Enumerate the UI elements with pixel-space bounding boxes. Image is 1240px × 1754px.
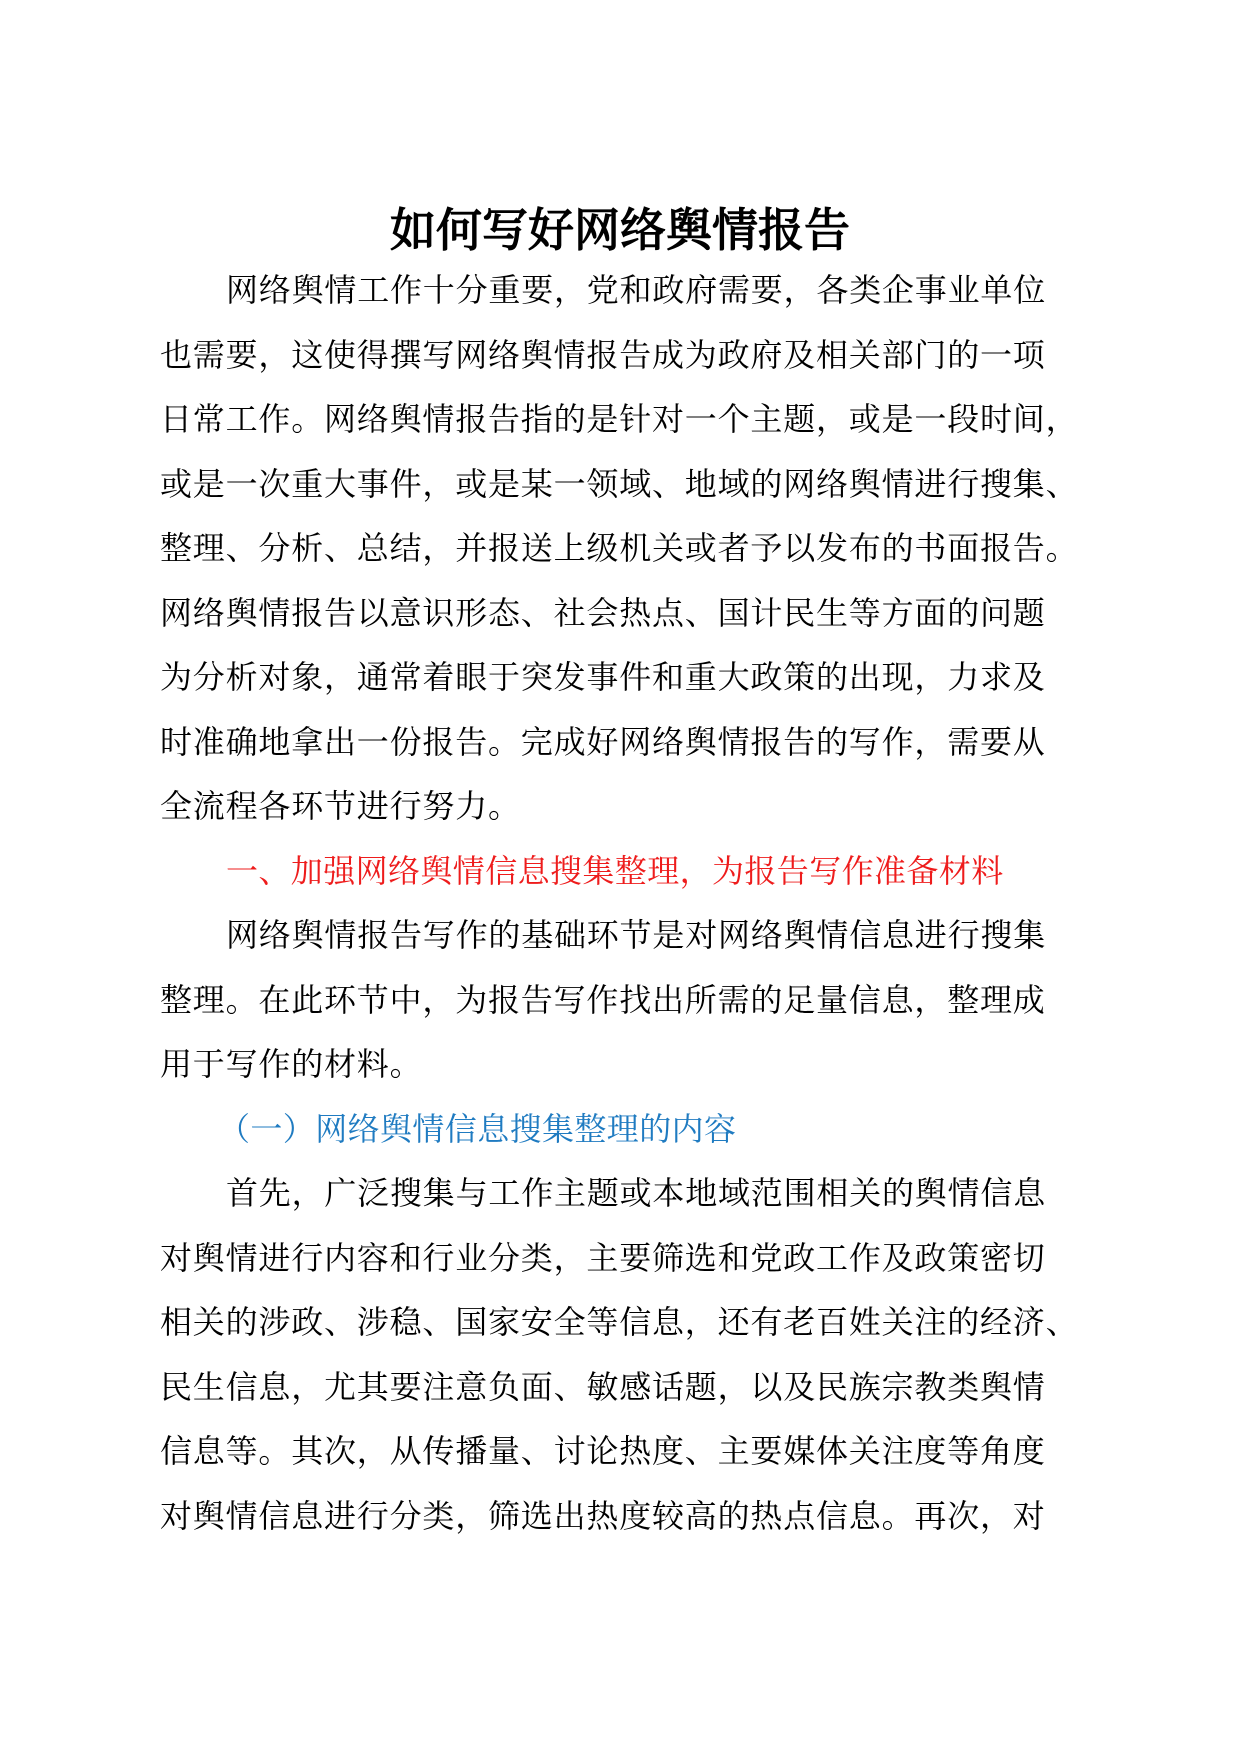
text-line: 用于写作的材料。 bbox=[160, 1045, 423, 1083]
intro-paragraph bbox=[160, 258, 1120, 839]
subsection-1-paragraph bbox=[160, 1161, 1120, 1548]
text-line: 全流程各环节进行努力。 bbox=[160, 787, 521, 825]
text-line: 也需要，这使得撰写网络舆情报告成为政府及相关部门的一项 bbox=[160, 335, 1046, 374]
text-line: 对舆情信息进行分类，筛选出热度较高的热点信息。再次，对 bbox=[160, 1496, 1046, 1535]
text-line: 网络舆情报告写作的基础环节是对网络舆情信息进行搜集 bbox=[226, 916, 1047, 954]
section-heading-text: 一、加强网络舆情信息搜集整理，为报告写作准备材料 bbox=[226, 851, 1004, 890]
text-line: 首先，广泛搜集与工作主题或本地域范围相关的舆情信息 bbox=[226, 1174, 1047, 1212]
section-1-paragraph bbox=[160, 903, 1120, 1097]
text-line: 民生信息，尤其要注意负面、敏感话题，以及民族宗教类舆情 bbox=[160, 1367, 1046, 1406]
text-line: 时准确地拿出一份报告。完成好网络舆情报告的写作，需要从 bbox=[160, 722, 1046, 761]
text-line: 或是一次重大事件，或是某一领域、地域的网络舆情进行搜集、 bbox=[160, 464, 1079, 503]
text-line: 为分析对象，通常着眼于突发事件和重大政策的出现，力求及 bbox=[160, 658, 1046, 696]
text-line: 相关的涉政、涉稳、国家安全等信息，还有老百姓关注的经济、 bbox=[160, 1303, 1079, 1341]
text-line: 信息等。其次，从传播量、讨论热度、主要媒体关注度等角度 bbox=[160, 1432, 1046, 1470]
subsection-heading-text: （一）网络舆情信息搜集整理的内容 bbox=[218, 1109, 737, 1148]
text-line: 网络舆情报告以意识形态、社会热点、国计民生等方面的问题 bbox=[160, 593, 1046, 632]
text-line: 日常工作。网络舆情报告指的是针对一个主题，或是一段时间， bbox=[160, 400, 1079, 438]
text-line: 网络舆情工作十分重要，党和政府需要，各类企事业单位 bbox=[226, 271, 1047, 309]
text-line: 整理。在此环节中，为报告写作找出所需的足量信息，整理成 bbox=[160, 980, 1046, 1019]
subsection-heading-1 bbox=[160, 1097, 1120, 1162]
text-line: 对舆情进行内容和行业分类，主要筛选和党政工作及政策密切 bbox=[160, 1238, 1046, 1277]
document-title: 如何写好网络舆情报告 bbox=[390, 203, 850, 257]
section-heading-1 bbox=[160, 839, 1120, 904]
text-line: 整理、分析、总结，并报送上级机关或者予以发布的书面报告。 bbox=[160, 529, 1079, 567]
